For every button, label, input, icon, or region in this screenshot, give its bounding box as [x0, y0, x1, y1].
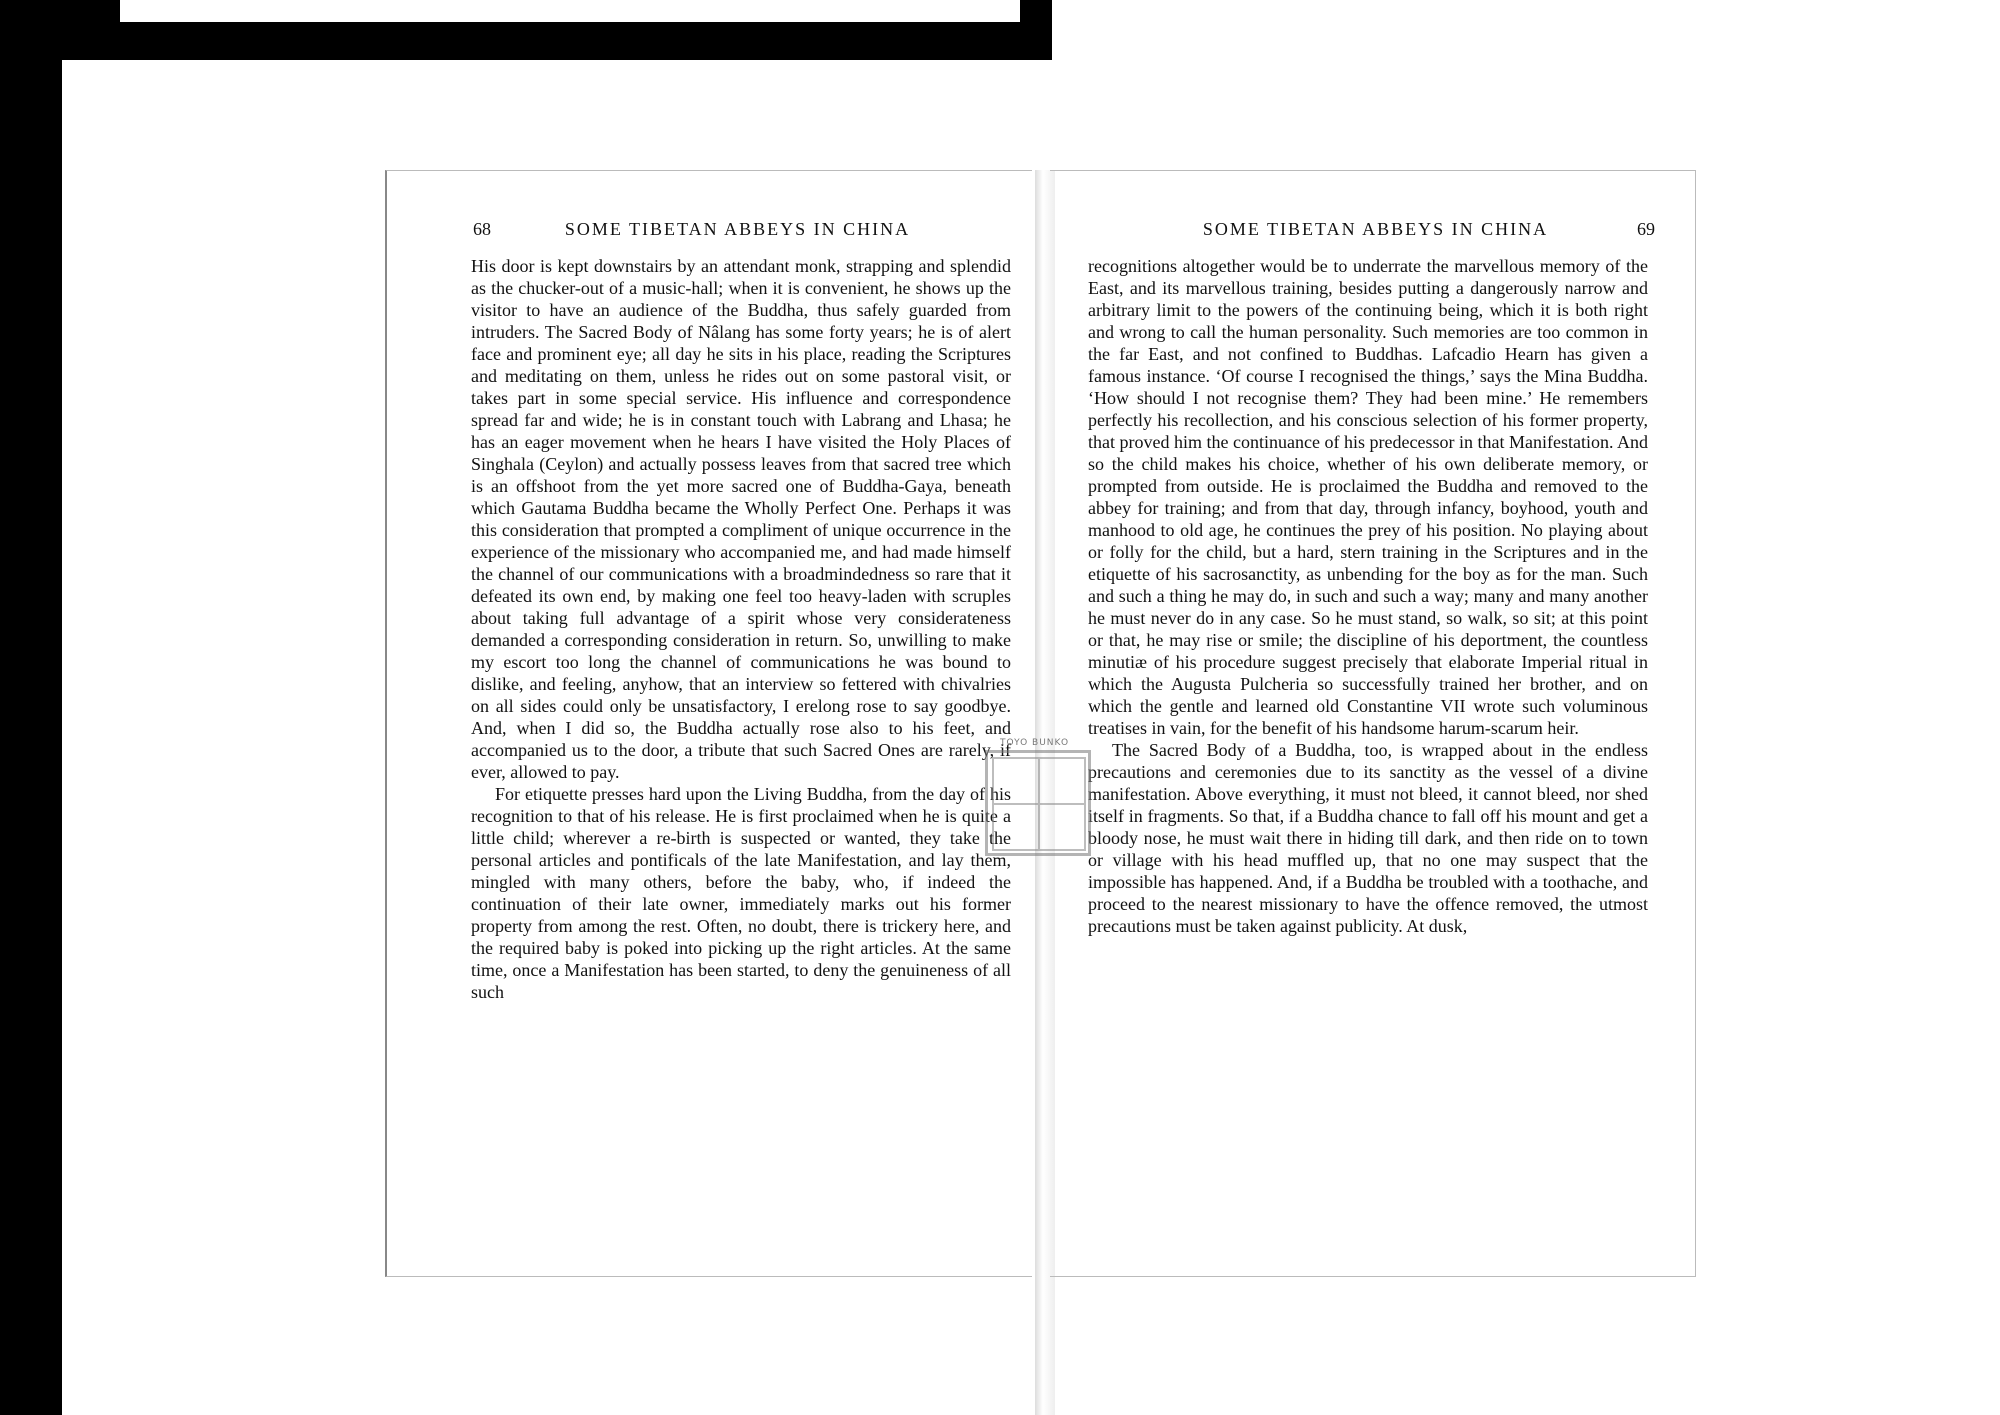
library-stamp-label: TOYO BUNKO [1000, 738, 1070, 748]
body-text-left [471, 255, 1011, 1003]
left-page [385, 170, 1032, 1277]
scan-margin-strip [120, 0, 1020, 22]
page-number: 69 [1637, 219, 1655, 239]
paragraph: For etiquette presses hard upon the Living Buddha, from the day of his recognition to that of his release. He is first proclaimed when he is quite a little child; wherever a re-birth is suspected or wanted, they take the personal articles and pontificals of the late Manifestation, and lay them, mingled with many others, before the baby, who, if indeed the continuation of their late owner, immediately marks out his former property from among the rest. Often, no doubt, there is trickery here, and the required baby is poked into picking up the right articles. At the same time, once a Manifestation has been started, to deny the genuineness of all such [471, 784, 1011, 1002]
running-head-right [1096, 219, 1655, 243]
running-head-title: SOME TIBETAN ABBEYS IN CHINA [564, 219, 911, 239]
stamp-cell [992, 803, 1040, 851]
stamp-cell [1038, 757, 1086, 805]
library-stamp [985, 750, 1091, 856]
stamp-cell [992, 757, 1040, 805]
right-page [1050, 170, 1696, 1277]
paragraph: His door is kept downstairs by an attendant monk, strapping and splendid as the chucker-out of a music-hall; when it is convenient, he shows up the visitor to have an audience of the Buddha, thus safely guarded from intruders. The Sacred Body of Nâlang has some forty years; he is of alert face and prominent eye; all day he sits in his place, reading the Scriptures and meditating on them, unless he rides out on some pastoral visit, or takes part in some special service. His influence and correspondence spread far and wide; he is in constant touch with Labrang and Lhasa; he has an eager movement when he hears I have visited the Holy Places of Singhala (Ceylon) and actually possess leaves from that sacred tree which is an offshoot from the yet more sacred one of Buddha-Gaya, beneath which Gautama Buddha became the Wholly Perfect One. Perhaps it was this consideration that prompted a compliment of unique occurrence in the experience of the missionary who accompanied me, and had made himself the channel of our communications with a broadmindedness so rare that it defeated its own end, by making one feel too heavy-laden with scruples about taking full advantage of a spirit whose very considerateness demanded a corresponding consideration in return. So, unwilling to make my escort too long the channel of communications he was bound to dislike, and feeling, anyhow, that an interview so fettered with chivalries on all sides could only be unsatisfactory, I erelong rose to say goodbye. And, when I did so, the Buddha actually rose also to his feet, and accompanied us to the door, a tribute that such Sacred Ones are rarely, if ever, allowed to pay. [471, 256, 1011, 782]
stamp-cell [1038, 803, 1086, 851]
running-head-left [473, 219, 1002, 243]
running-head-title: SOME TIBETAN ABBEYS IN CHINA [1202, 219, 1549, 239]
page-number: 68 [473, 219, 491, 239]
paragraph: The Sacred Body of a Buddha, too, is wrapped about in the endless precautions and ceremonies due to its sanctity as the vessel of a divine manifestation. Above everything, it must not bleed, it cannot bleed, nor shed itself in fragments. So that, if a Buddha chance to fall off his mount and get a bloody nose, he must wait there in hiding till dark, and then ride on to town or village with his head muffled up, that no one may suspect that the impossible has happened. And, if a Buddha be troubled with a toothache, and proceed to the nearest missionary to have the offence removed, the utmost precautions must be taken against publicity. At dusk, [1088, 740, 1648, 936]
paragraph: recognitions altogether would be to underrate the marvellous memory of the East, and its marvellous training, besides putting a dangerously narrow and arbitrary limit to the powers of the continuing being, which it is both right and wrong to call the human personality. Such memories are too common in the far East, and not confined to Buddhas. Lafcadio Hearn has given a famous instance. ‘Of course I recognised the things,’ says the Mina Buddha. ‘How should I not recognise them? They had been mine.’ He remembers perfectly his recollection, and his conscious selection of his former property, that proved him the continuance of his predecessor in that Manifestation. And so the child makes his choice, whether of his own deliberate memory, or prompted from outside. He is proclaimed the Buddha and removed to the abbey for training; and from that day, through infancy, boyhood, youth and manhood to old age, he continues the prey of his position. No playing about or folly for the child, but a hard, stern training in the Scriptures and in the etiquette of his sacrosanctity, as unbending for the boy as for the man. Such and such a thing he may do, in such and such a way; many and many another he must never do in any case. So he must stand, so walk, so sit; at this point or that, he may rise or smile; the discipline of his deportment, the countless minutiæ of his procedure suggest precisely that elaborate Imperial ritual in which the Augusta Pulcheria so successfully trained her brother, and on which the gentle and learned old Constantine VII wrote such voluminous treatises in vain, for the benefit of his handsome harum-scarum heir. [1088, 256, 1648, 738]
body-text-right [1088, 255, 1648, 937]
